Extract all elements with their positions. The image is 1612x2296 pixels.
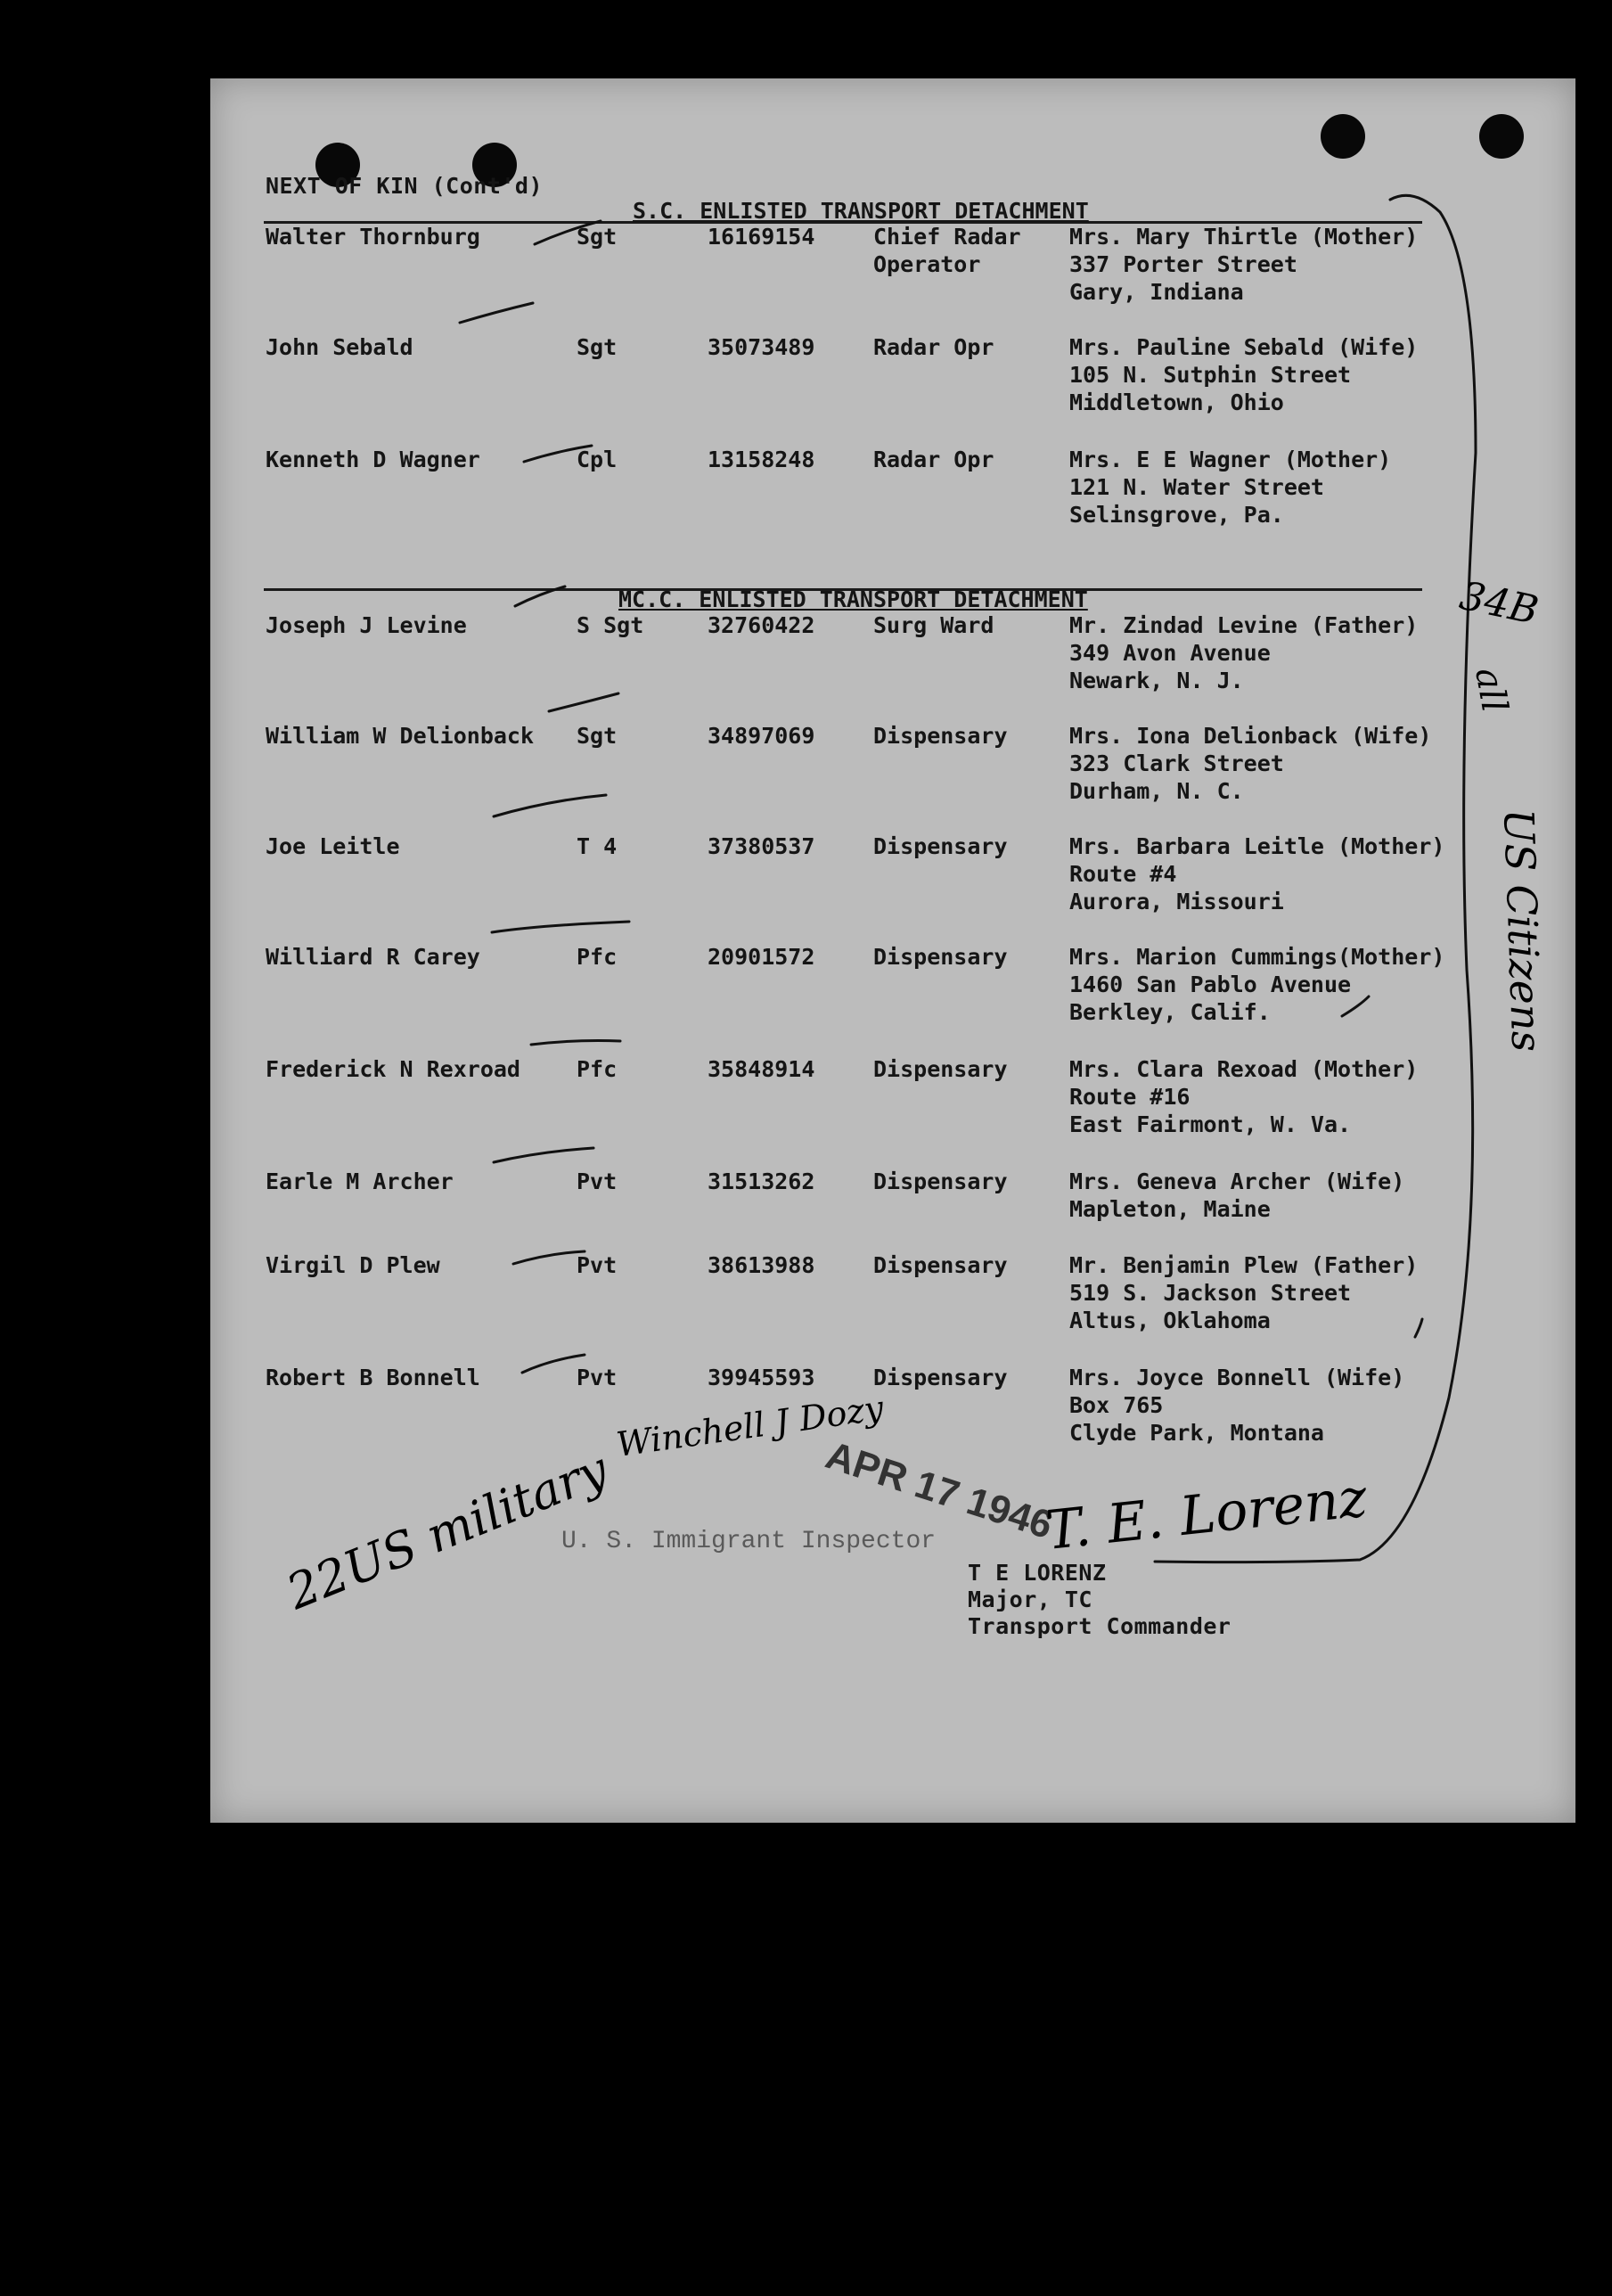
next-of-kin-line: Mrs. Geneva Archer (Wife) [1069, 1168, 1405, 1194]
serial-number: 34897069 [708, 723, 815, 749]
commander-rank: Major, TC [968, 1587, 1092, 1612]
next-of-kin-line: Mrs. Pauline Sebald (Wife) [1069, 334, 1419, 360]
section-title: MC.C. ENLISTED TRANSPORT DETACHMENT [618, 586, 1088, 612]
next-of-kin-line: 1460 San Pablo Avenue [1069, 972, 1352, 997]
next-of-kin-line: Durham, N. C. [1069, 778, 1244, 804]
serial-number: 35073489 [708, 334, 815, 360]
commander-title: Transport Commander [968, 1613, 1232, 1639]
soldier-name: Williard R Carey [266, 944, 480, 970]
margin-note-all: all [1467, 664, 1516, 716]
document-page [210, 78, 1575, 1823]
serial-number: 13158248 [708, 447, 815, 472]
next-of-kin-line: Mrs. Mary Thirtle (Mother) [1069, 224, 1419, 250]
date-stamp: APR 17 1946 [820, 1433, 1059, 1548]
next-of-kin-line: 349 Avon Avenue [1069, 640, 1271, 666]
serial-number: 16169154 [708, 224, 815, 250]
next-of-kin-line: Box 765 [1069, 1392, 1164, 1418]
serial-number: 20901572 [708, 944, 815, 970]
soldier-rank: S Sgt [577, 612, 644, 638]
soldier-name: John Sebald [266, 334, 413, 360]
next-of-kin-line: 323 Clark Street [1069, 750, 1284, 776]
next-of-kin-line: Middletown, Ohio [1069, 390, 1284, 415]
duty-line: Operator [873, 251, 981, 277]
next-of-kin-line: Altus, Oklahoma [1069, 1308, 1271, 1333]
soldier-rank: Pvt [577, 1365, 618, 1390]
commander-signature: T. E. Lorenz [1043, 1466, 1371, 1562]
serial-number: 39945593 [708, 1365, 815, 1390]
next-of-kin-line: Newark, N. J. [1069, 668, 1244, 693]
duty-line: Surg Ward [873, 612, 994, 638]
soldier-rank: Cpl [577, 447, 618, 472]
soldier-rank: Pvt [577, 1168, 618, 1194]
soldier-name: Virgil D Plew [266, 1252, 440, 1278]
inspector-signature: Winchell J Dozy [614, 1388, 887, 1464]
serial-number: 32760422 [708, 612, 815, 638]
duty-line: Dispensary [873, 723, 1008, 749]
soldier-rank: Pfc [577, 1056, 618, 1082]
next-of-kin-line: 121 N. Water Street [1069, 474, 1324, 500]
margin-note-citizens: US Citizens [1494, 808, 1551, 1053]
duty-line: Dispensary [873, 1168, 1008, 1194]
soldier-rank: Sgt [577, 224, 618, 250]
inspector-label: U. S. Immigrant Inspector [561, 1528, 937, 1555]
commander-name: T E LORENZ [968, 1560, 1107, 1586]
serial-number: 31513262 [708, 1168, 815, 1194]
next-of-kin-line: Route #4 [1069, 861, 1177, 887]
next-of-kin-line: 105 N. Sutphin Street [1069, 362, 1352, 388]
soldier-name: Joe Leitle [266, 833, 400, 859]
next-of-kin-line: Clyde Park, Montana [1069, 1420, 1324, 1446]
margin-note-count: 34B [1455, 572, 1542, 635]
soldier-rank: T 4 [577, 833, 618, 859]
serial-number: 35848914 [708, 1056, 815, 1082]
next-of-kin-line: Route #16 [1069, 1084, 1191, 1110]
soldier-name: Joseph J Levine [266, 612, 467, 638]
next-of-kin-line: Mrs. Joyce Bonnell (Wife) [1069, 1365, 1405, 1390]
duty-line: Dispensary [873, 1252, 1008, 1278]
next-of-kin-line: Mrs. E E Wagner (Mother) [1069, 447, 1392, 472]
duty-line: Radar Opr [873, 447, 994, 472]
next-of-kin-line: Berkley, Calif. [1069, 999, 1271, 1025]
duty-line: Dispensary [873, 944, 1008, 970]
next-of-kin-line: Mr. Zindad Levine (Father) [1069, 612, 1419, 638]
section-title: S.C. ENLISTED TRANSPORT DETACHMENT [633, 198, 1089, 224]
soldier-name: William W Delionback [266, 723, 535, 749]
serial-number: 38613988 [708, 1252, 815, 1278]
soldier-name: Robert B Bonnell [266, 1365, 480, 1390]
soldier-rank: Sgt [577, 334, 618, 360]
next-of-kin-line: Mrs. Marion Cummings(Mother) [1069, 944, 1445, 970]
duty-line: Chief Radar [873, 224, 1021, 250]
next-of-kin-line: Mr. Benjamin Plew (Father) [1069, 1252, 1419, 1278]
soldier-name: Kenneth D Wagner [266, 447, 480, 472]
next-of-kin-line: Mapleton, Maine [1069, 1196, 1271, 1222]
military-count-note: 22US military [279, 1440, 616, 1621]
handwritten-marks [210, 78, 1575, 1823]
next-of-kin-line: East Fairmont, W. Va. [1069, 1111, 1352, 1137]
duty-line: Dispensary [873, 1056, 1008, 1082]
soldier-rank: Pvt [577, 1252, 618, 1278]
next-of-kin-line: Aurora, Missouri [1069, 889, 1284, 914]
next-of-kin-line: Mrs. Barbara Leitle (Mother) [1069, 833, 1445, 859]
next-of-kin-line: Selinsgrove, Pa. [1069, 502, 1284, 528]
soldier-rank: Sgt [577, 723, 618, 749]
duty-line: Dispensary [873, 833, 1008, 859]
soldier-name: Earle M Archer [266, 1168, 454, 1194]
soldier-rank: Pfc [577, 944, 618, 970]
next-of-kin-line: 519 S. Jackson Street [1069, 1280, 1352, 1306]
next-of-kin-line: Gary, Indiana [1069, 279, 1244, 305]
soldier-name: Walter Thornburg [266, 224, 480, 250]
next-of-kin-line: 337 Porter Street [1069, 251, 1297, 277]
duty-line: Dispensary [873, 1365, 1008, 1390]
next-of-kin-line: Mrs. Clara Rexoad (Mother) [1069, 1056, 1419, 1082]
page-header: NEXT OF KIN (Cont'd) [266, 173, 544, 199]
soldier-name: Frederick N Rexroad [266, 1056, 520, 1082]
next-of-kin-line: Mrs. Iona Delionback (Wife) [1069, 723, 1432, 749]
serial-number: 37380537 [708, 833, 815, 859]
duty-line: Radar Opr [873, 334, 994, 360]
